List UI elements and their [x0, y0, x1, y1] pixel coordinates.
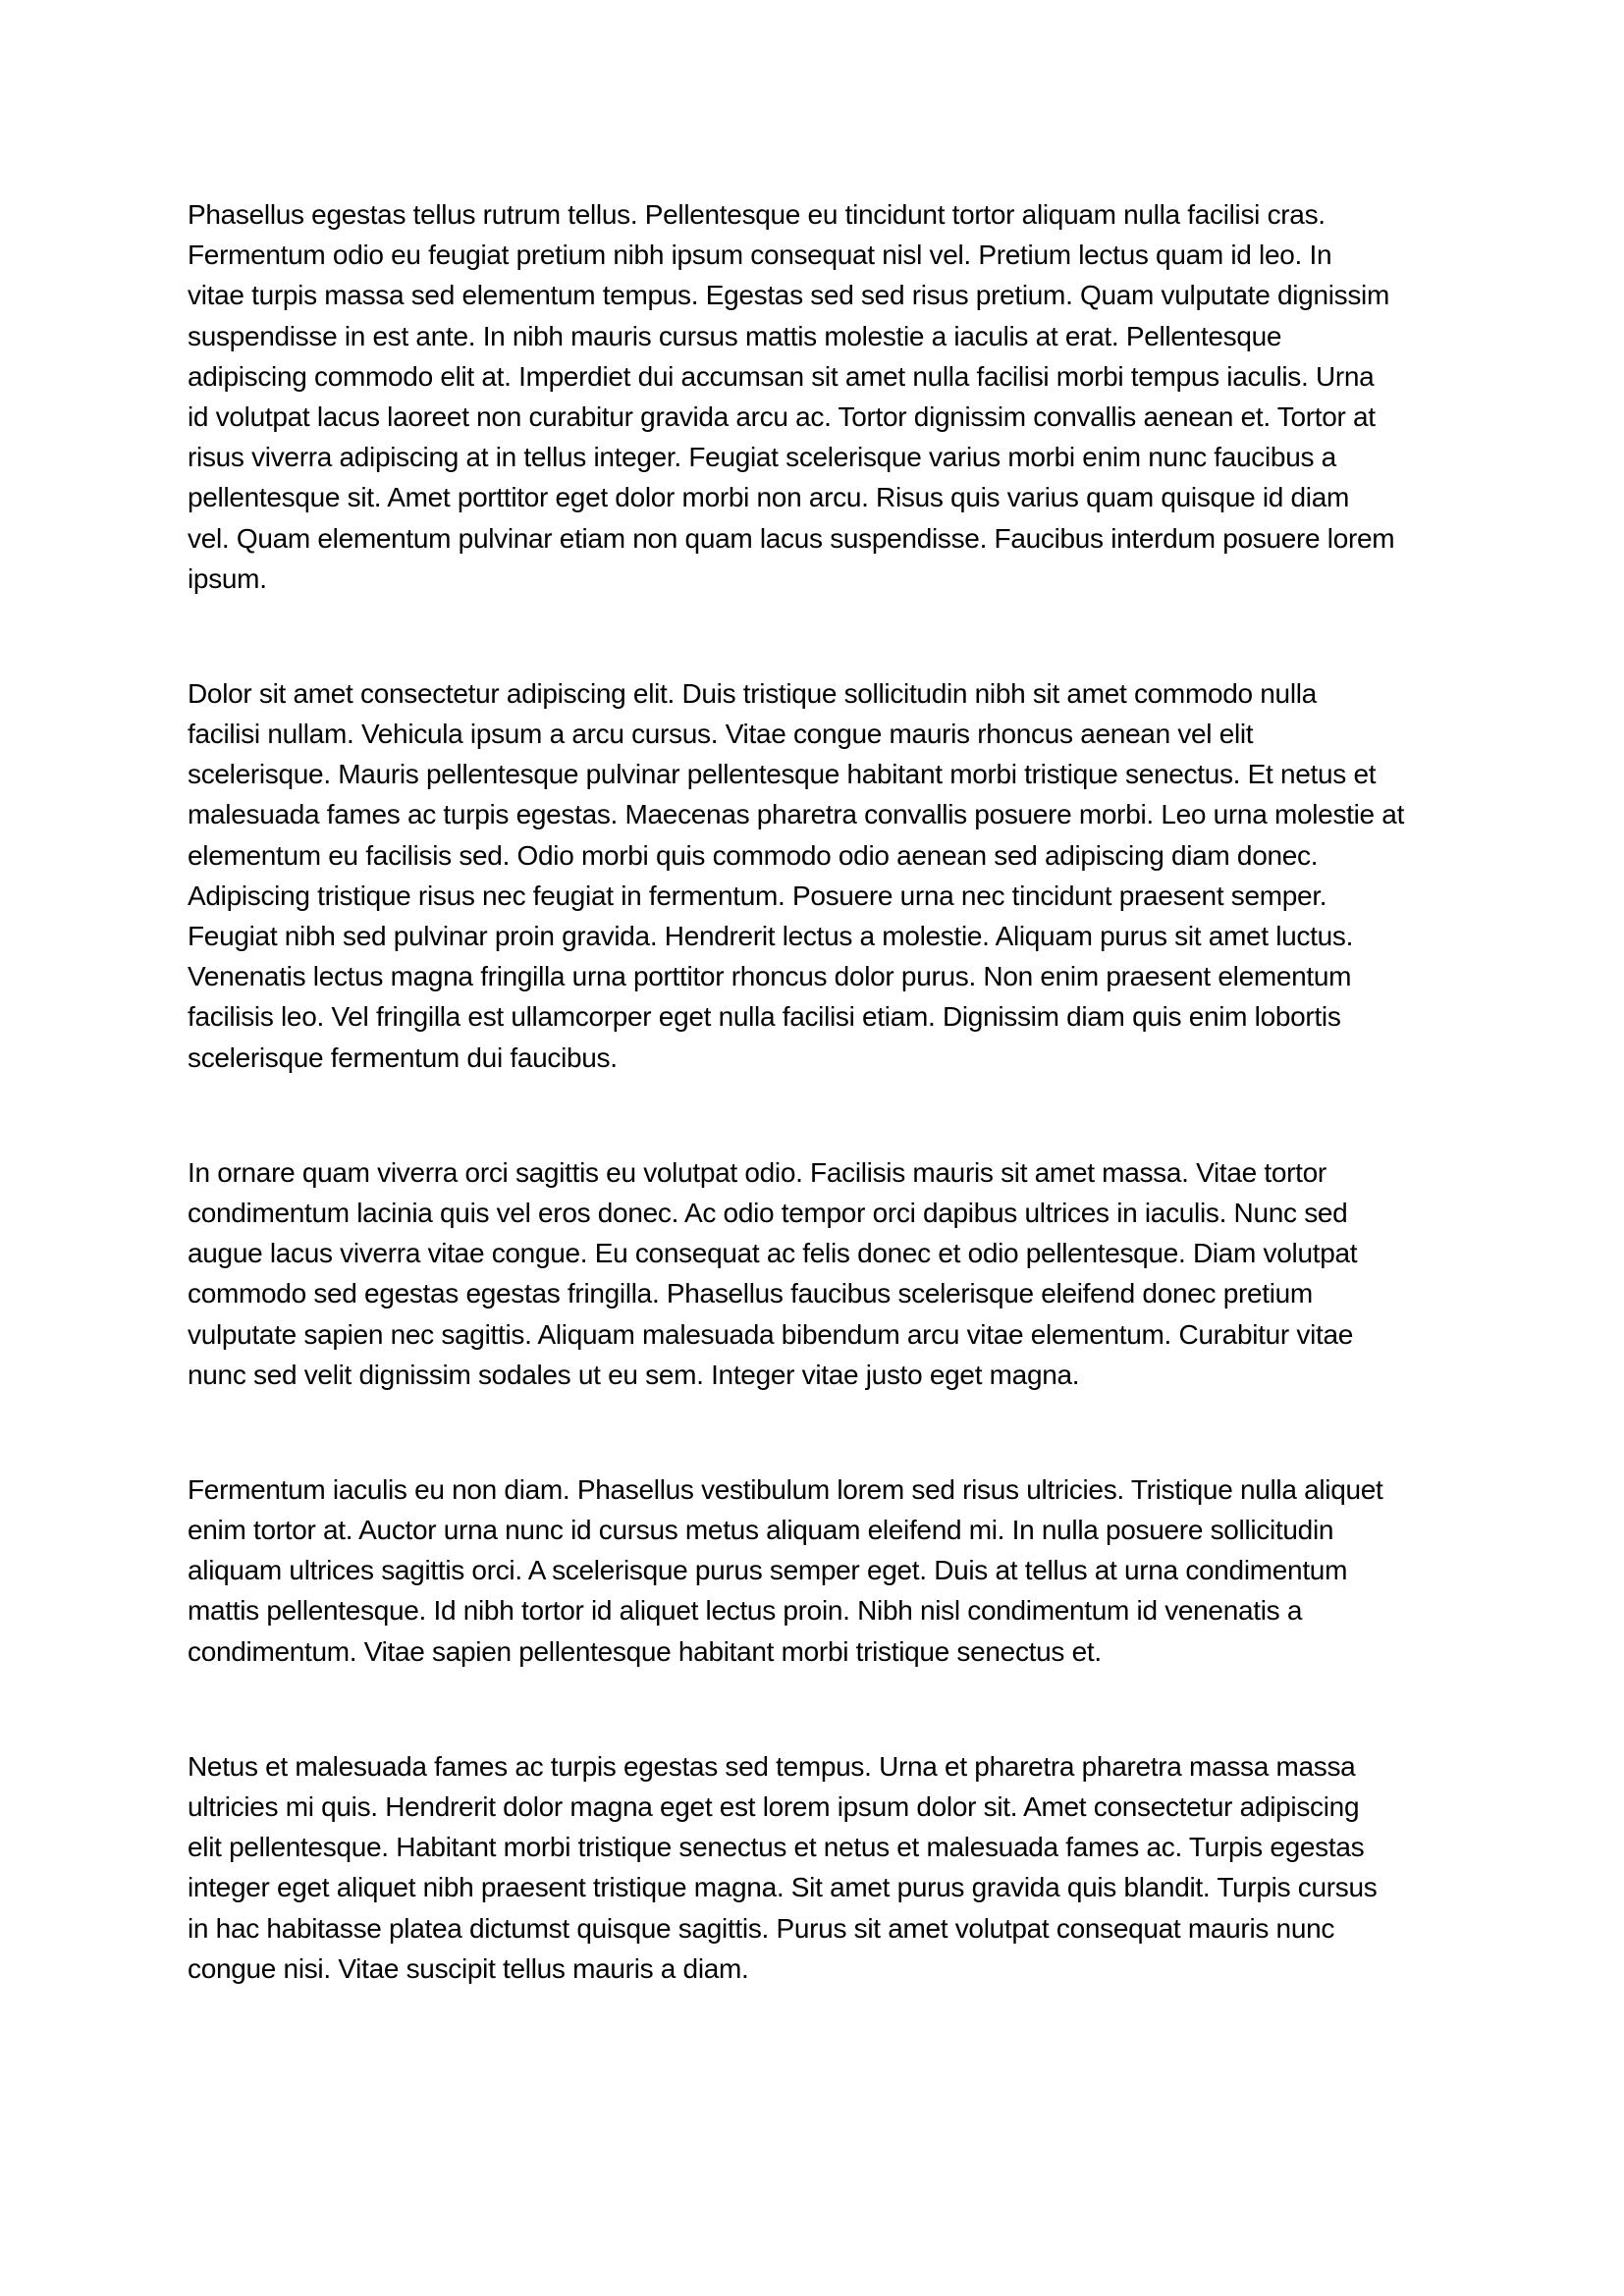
- text-line: id volutpat lacus laoreet non curabitur gravida arcu ac. Tortor dignissim convallis aenean et. Tortor at: [188, 400, 1376, 432]
- text-line: commodo sed egestas egestas fringilla. Phasellus faucibus scelerisque eleifend donec pretium: [188, 1278, 1313, 1309]
- text-line: nunc sed velit dignissim sodales ut eu sem. Integer vitae justo eget magna.: [188, 1359, 1080, 1390]
- text-line: Fermentum odio eu feugiat pretium nibh ipsum consequat nisl vel. Pretium lectus quam id leo. In: [188, 240, 1332, 271]
- text-line: risus viverra adipiscing at in tellus integer. Feugiat scelerisque varius morbi enim nunc faucibus a: [188, 442, 1336, 473]
- text-line: Fermentum iaculis eu non diam. Phasellus vestibulum lorem sed risus ultricies. Tristique nulla aliquet: [188, 1473, 1383, 1505]
- text-line: ipsum.: [188, 562, 267, 594]
- text-line: mattis pellentesque. Id nibh tortor id aliquet lectus proin. Nibh nisl condimentum id venenatis a: [188, 1595, 1303, 1627]
- text-line: Dolor sit amet consectetur adipiscing elit. Duis tristique sollicitudin nibh sit amet commodo nulla: [188, 677, 1317, 709]
- text-line: scelerisque fermentum dui faucibus.: [188, 1041, 618, 1073]
- document-text-block: [188, 194, 1438, 2063]
- text-line: malesuada fames ac turpis egestas. Maecenas pharetra convallis posuere morbi. Leo urna molestie at: [188, 799, 1405, 830]
- text-line: Feugiat nibh sed pulvinar proin gravida. Hendrerit lectus a molestie. Aliquam purus sit amet luctus.: [188, 921, 1354, 951]
- text-line: facilisis leo. Vel fringilla est ullamcorper eget nulla facilisi etiam. Dignissim diam quis enim lobortis: [188, 1001, 1341, 1033]
- text-line: condimentum lacinia quis vel eros donec. Ac odio tempor orci dapibus ultrices in iaculis. Nunc sed: [188, 1197, 1348, 1228]
- paragraph: [188, 673, 1438, 1078]
- text-line: adipiscing commodo elit at. Imperdiet dui accumsan sit amet nulla facilisi morbi tempus iaculis. Urna: [188, 360, 1375, 392]
- text-line: integer eget aliquet nibh praesent tristique magna. Sit amet purus gravida quis blandit. Turpis cursus: [188, 1872, 1378, 1903]
- text-line: elementum eu facilisis sed. Odio morbi quis commodo odio aenean sed adipiscing diam donec.: [188, 839, 1319, 871]
- text-line: vulputate sapien nec sagittis. Aliquam malesuada bibendum arcu vitae elementum. Curabitur vitae: [188, 1318, 1354, 1350]
- text-line: Netus et malesuada fames ac turpis egestas sed tempus. Urna et pharetra pharetra massa massa: [188, 1750, 1356, 1782]
- text-line: augue lacus viverra vitae congue. Eu consequat ac felis donec et odio pellentesque. Diam volutpat: [188, 1238, 1358, 1269]
- text-line: condimentum. Vitae sapien pellentesque habitant morbi tristique senectus et.: [188, 1635, 1102, 1667]
- text-line: scelerisque. Mauris pellentesque pulvinar pellentesque habitant morbi tristique senectus. Et netus et: [188, 759, 1377, 790]
- text-line: ultricies mi quis. Hendrerit dolor magna eget est lorem ipsum dolor sit. Amet consectetur adipiscing: [188, 1791, 1360, 1822]
- text-line: enim tortor at. Auctor urna nunc id cursus metus aliquam eleifend mi. In nulla posuere sollicitudin: [188, 1515, 1334, 1546]
- text-line: suspendisse in est ante. In nibh mauris cursus mattis molestie a iaculis at erat. Pellentesque: [188, 320, 1282, 351]
- text-line: vitae turpis massa sed elementum tempus. Egestas sed sed risus pretium. Quam vulputate dignissim: [188, 280, 1389, 311]
- text-line: elit pellentesque. Habitant morbi tristique senectus et netus et malesuada fames ac. Turpis egestas: [188, 1832, 1365, 1863]
- text-line: aliquam ultrices sagittis orci. A scelerisque purus semper eget. Duis at tellus at urna condimentum: [188, 1555, 1348, 1586]
- paragraph: [188, 1469, 1438, 1672]
- text-line: congue nisi. Vitae suscipit tellus mauris a diam.: [188, 1952, 749, 1984]
- text-line: pellentesque sit. Amet porttitor eget dolor morbi non arcu. Risus quis varius quam quisque id diam: [188, 482, 1350, 513]
- text-line: Adipiscing tristique risus nec feugiat in fermentum. Posuere urna nec tincidunt praesent semper.: [188, 880, 1327, 911]
- paragraph: [188, 1746, 1438, 1989]
- text-line: Phasellus egestas tellus rutrum tellus. Pellentesque eu tincidunt tortor aliquam nulla facilisi cras.: [188, 199, 1326, 230]
- text-line: vel. Quam elementum pulvinar etiam non quam lacus suspendisse. Faucibus interdum posuere lorem: [188, 522, 1395, 554]
- paragraph: [188, 194, 1438, 599]
- text-line: Venenatis lectus magna fringilla urna porttitor rhoncus dolor purus. Non enim praesent elementum: [188, 961, 1352, 992]
- text-line: facilisi nullam. Vehicula ipsum a arcu cursus. Vitae congue mauris rhoncus aenean vel elit: [188, 719, 1254, 750]
- paragraph: [188, 1152, 1438, 1395]
- text-line: In ornare quam viverra orci sagittis eu volutpat odio. Facilisis mauris sit amet massa. Vitae tortor: [188, 1156, 1326, 1188]
- text-line: in hac habitasse platea dictumst quisque sagittis. Purus sit amet volutpat consequat mauris nunc: [188, 1912, 1335, 1944]
